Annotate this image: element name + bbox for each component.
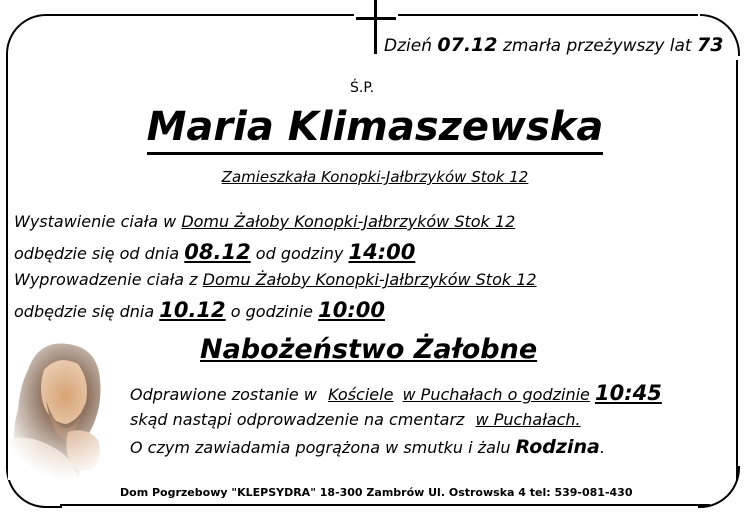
wake-prefix: Wystawienie ciała w	[14, 212, 177, 231]
date-of-death: 07.12	[437, 34, 498, 56]
frame-bottom-right-corner	[698, 466, 740, 508]
service-heading: Nabożeństwo Żałobne	[200, 334, 538, 365]
departure-time-prefix: o godzinie	[230, 302, 314, 321]
departure-line-2	[14, 298, 385, 322]
cross-icon	[374, 0, 377, 54]
residence: Zamieszkała Konopki-Jałbrzyków Stok 12	[221, 168, 529, 186]
age: 73	[697, 34, 724, 56]
wake-time-prefix: od godziny	[255, 244, 344, 263]
service-prefix: Odprawione zostanie w	[130, 385, 317, 404]
departure-line-1	[14, 270, 537, 289]
wake-date: 08.12	[184, 240, 251, 264]
sp-label: Ś.P.	[350, 80, 375, 96]
frame-top-line	[398, 14, 698, 16]
family-suffix: .	[599, 438, 605, 457]
service-line-3	[130, 436, 605, 458]
departure-prefix: Wyprowadzenie ciała z	[14, 270, 198, 289]
cemetery-prefix: skąd nastąpi odprowadzenie na cmentarz	[130, 410, 465, 429]
death-date-line	[384, 34, 723, 56]
funeral-home-footer: Dom Pogrzebowy "KLEPSYDRA" 18-300 Zambrów Ul. Ostrowska 4 tel: 539-081-430	[120, 486, 633, 499]
wake-date-prefix: odbędzie się od dnia	[14, 244, 180, 263]
service-church: Kościele	[327, 385, 394, 404]
cemetery-location: w Puchałach.	[475, 410, 581, 429]
date-middle: zmarła przeżywszy lat	[502, 36, 692, 56]
deceased-name: Maria Klimaszewska	[147, 104, 604, 155]
family: Rodzina	[515, 436, 600, 458]
service-line-2	[130, 410, 581, 429]
service-time: 10:45	[594, 381, 662, 405]
frame-bottom-line	[60, 504, 710, 506]
wake-place: Domu Żałoby Konopki-Jałbrzyków Stok 12	[181, 212, 516, 231]
departure-date: 10.12	[159, 298, 226, 322]
date-prefix: Dzień	[384, 36, 432, 56]
departure-time: 10:00	[318, 298, 385, 322]
service-line-1	[130, 381, 662, 405]
wake-line-1	[14, 212, 515, 231]
praying-jesus-image	[8, 340, 123, 480]
departure-place: Domu Żałoby Konopki-Jałbrzyków Stok 12	[202, 270, 537, 289]
service-location: w Puchałach o godzinie	[402, 385, 590, 404]
departure-date-prefix: odbędzie się dnia	[14, 302, 155, 321]
cross-icon-bar	[356, 17, 396, 20]
deceased-name-block	[0, 104, 750, 150]
wake-time: 14:00	[348, 240, 416, 264]
family-prefix: O czym zawiadamia pogrążona w smutku i żalu	[130, 438, 511, 457]
wake-line-2	[14, 240, 415, 264]
frame-top-left-corner	[6, 14, 354, 56]
service-heading-block	[200, 334, 537, 365]
residence-block	[0, 168, 750, 186]
